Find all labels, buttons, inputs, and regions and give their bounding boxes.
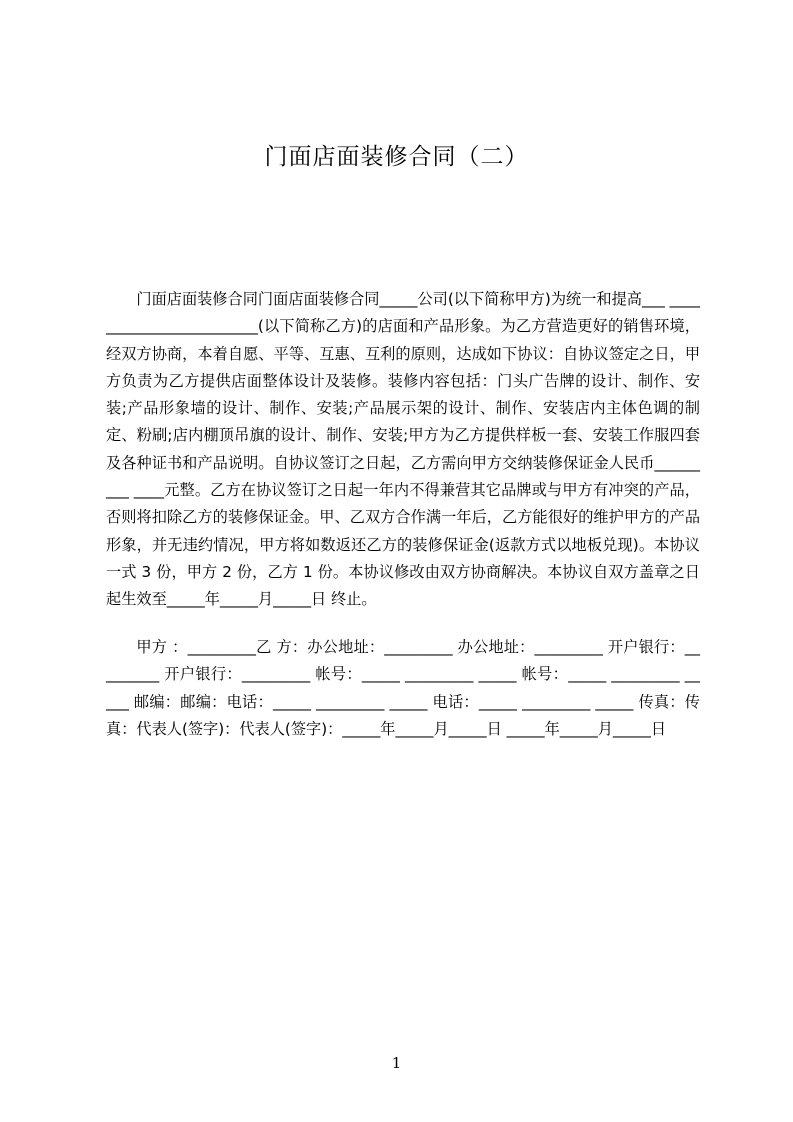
document-title: 门面店面装修合同（二） <box>264 144 529 170</box>
contract-body-paragraph: 门面店面装修合同门面店面装修合同_____公司(以下简称甲方)为统一和提高___ ________________________(以下简称乙方)的店面和产品形象。为乙方营造更好的销售环境，经双方协商，本着自愿、平等、互惠、互利的原则，达成如下协议：自协议签定之日，甲方负责为乙方提供店面整体设计及装修。装修内容包括：门头广告牌的设计、制作、安装;产品形象墙的设计、制作、安装;产品展示架的设计、制作、安装店内主体色调的制定、粉刷;店内棚顶吊旗的设计、制作、安装;甲方为乙方提供样板一套、安装工作服四套及各种证书和产品说明。自协议签订之日起，乙方需向甲方交纳装修保证金人民币_________ ____元整。乙方在协议签订之日起一年内不得兼营其它品牌或与甲方有冲突的产品，否则将扣除乙方的装修保证金。甲、乙双方合作满一年后，乙方能很好的维护甲方的产品形象，并无违约情况，甲方将如数返还乙方的装修保证金(返款方式以地板兑现)。本协议一式 3 份，甲方 2 份，乙方 1 份。本协议修改由双方协商解决。本协议自双方盖章之日起生效至_____年_____月_____日 终止。 <box>106 290 700 609</box>
signature-block-paragraph: 甲方 ：_________乙 方：办公地址：_________ 办公地址：_________ 开户银行：_________ 开户银行：_________ 帐号：_____ _________ _____ 帐号：_____ _________ _____ 邮编：邮编：电话：_____ _________ _____ 电话：_____ _________ _____ 传真：传真：代表人(签字)：代表人(签字)：_____年_____月_____日 _____年_____月_____日 <box>106 638 700 738</box>
page-number: 1 <box>391 1054 402 1072</box>
